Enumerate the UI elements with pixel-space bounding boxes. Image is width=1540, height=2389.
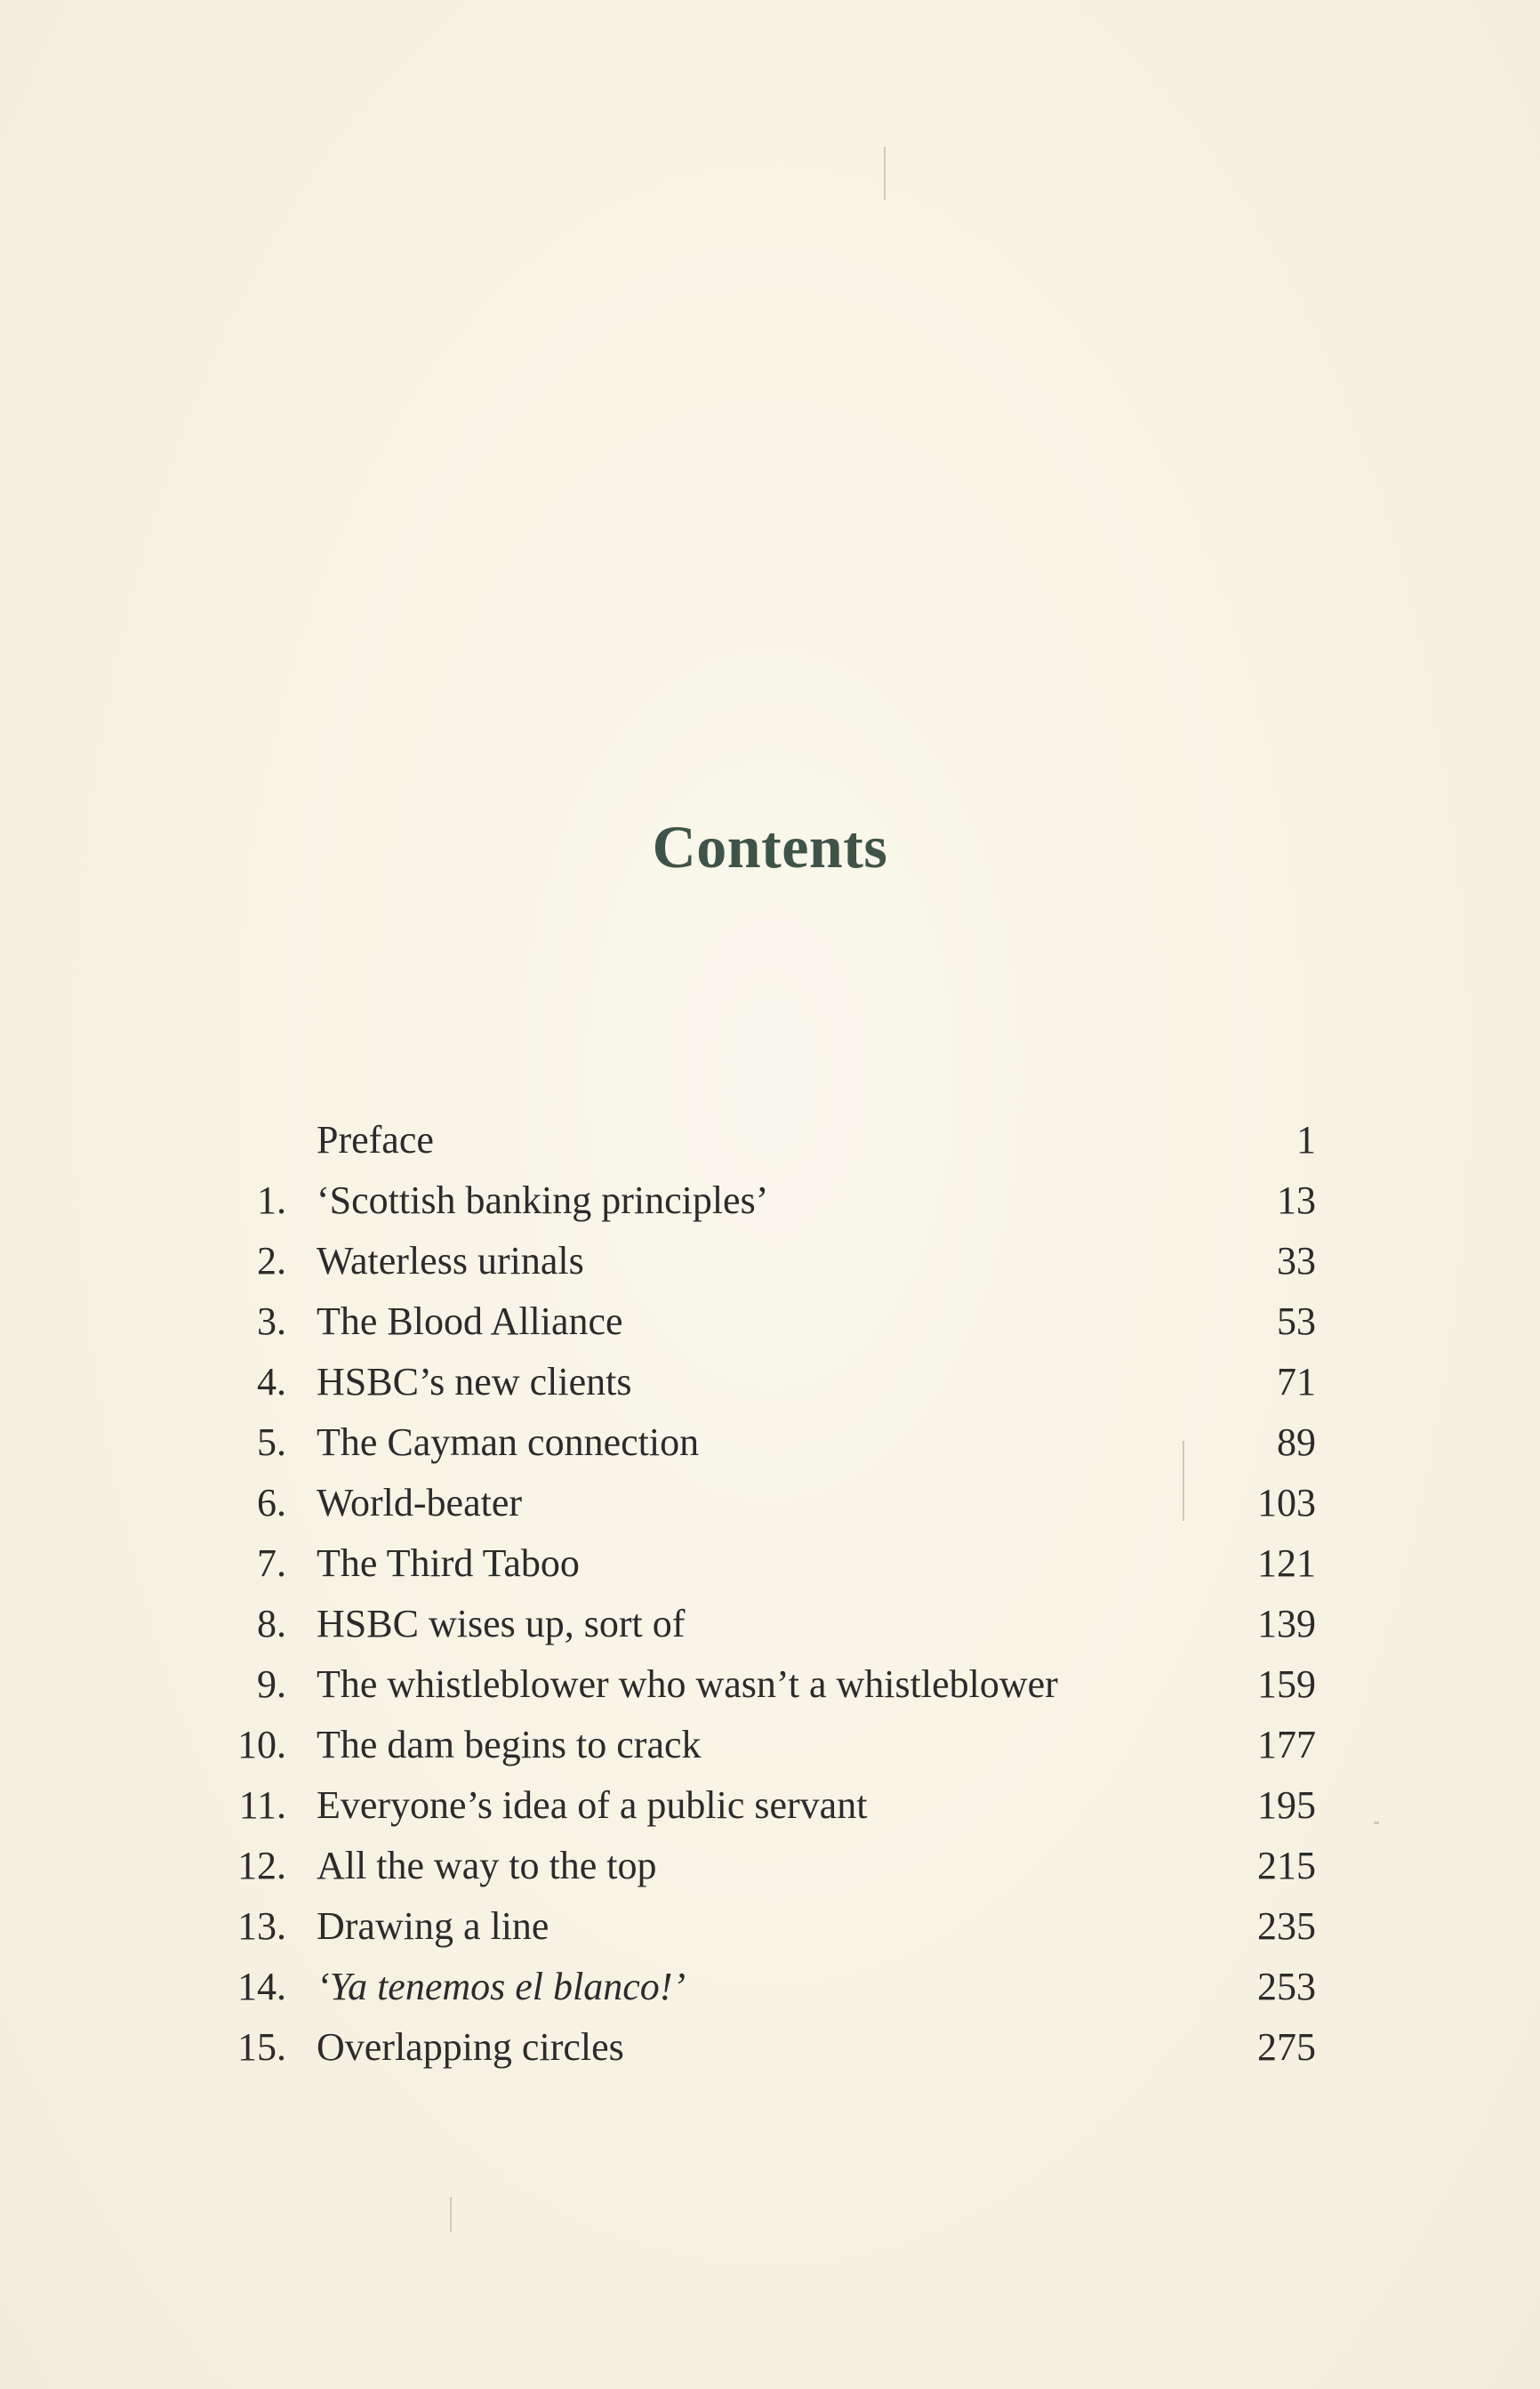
chapter-number: 9. [257, 1662, 286, 1706]
chapter-title: Waterless urinals [317, 1239, 584, 1283]
chapter-title: Overlapping circles [317, 2025, 624, 2069]
page-number: 159 [1257, 1662, 1316, 1706]
page-number: 71 [1277, 1360, 1316, 1404]
page-number: 13 [1277, 1178, 1316, 1222]
toc-entry [0, 1231, 1540, 1291]
page-number: 103 [1257, 1481, 1316, 1524]
chapter-title: Drawing a line [317, 1904, 549, 1948]
page-number: 195 [1257, 1783, 1316, 1827]
chapter-title: The Blood Alliance [317, 1299, 623, 1343]
paper-speck [450, 2197, 452, 2232]
page-number: 33 [1277, 1239, 1316, 1283]
chapter-title: The dam begins to crack [317, 1723, 702, 1766]
page-number: 253 [1257, 1965, 1316, 2008]
chapter-title: Preface [317, 1118, 434, 1162]
chapter-title: Everyone’s idea of a public servant [317, 1783, 868, 1827]
toc-entry [0, 2017, 1540, 2078]
page-number: 1 [1296, 1118, 1316, 1162]
chapter-number: 13. [237, 1904, 286, 1948]
chapter-number: 5. [257, 1420, 286, 1464]
paper-speck [884, 147, 886, 200]
chapter-number: 7. [257, 1541, 286, 1585]
toc-entry [0, 1896, 1540, 1957]
page-number: 235 [1257, 1904, 1316, 1948]
chapter-title: The Third Taboo [317, 1541, 580, 1585]
chapter-title: The whistleblower who wasn’t a whistleblower [317, 1662, 1058, 1706]
page-number: 139 [1257, 1602, 1316, 1645]
page-title: Contents [652, 812, 888, 881]
chapter-number: 15. [237, 2025, 286, 2069]
chapter-number: 1. [257, 1178, 286, 1222]
toc-entry [0, 1352, 1540, 1412]
chapter-number: 6. [257, 1481, 286, 1524]
toc-entry [0, 1412, 1540, 1473]
page-number: 89 [1277, 1420, 1316, 1464]
chapter-number: 11. [238, 1783, 286, 1827]
toc-entry [0, 1291, 1540, 1352]
toc-entry [0, 1957, 1540, 2017]
toc-entry [0, 1715, 1540, 1775]
toc-entry [0, 1473, 1540, 1533]
chapter-title: All the way to the top [317, 1844, 657, 1887]
chapter-number: 14. [237, 1965, 286, 2008]
chapter-title: ‘Scottish banking principles’ [317, 1178, 769, 1222]
chapter-number: 2. [257, 1239, 286, 1283]
page-number: 121 [1257, 1541, 1316, 1585]
toc-entry [0, 1533, 1540, 1594]
chapter-title: HSBC wises up, sort of [317, 1602, 686, 1645]
chapter-number: 4. [257, 1360, 286, 1404]
page-number: 275 [1257, 2025, 1316, 2069]
toc-entry [0, 1170, 1540, 1231]
chapter-title: ‘Ya tenemos el blanco!’ [317, 1965, 686, 2008]
page-number: 177 [1257, 1723, 1316, 1766]
toc-entry [0, 1654, 1540, 1715]
chapter-number: 8. [257, 1602, 286, 1645]
chapter-title: The Cayman connection [317, 1420, 700, 1464]
chapter-number: 3. [257, 1299, 286, 1343]
toc-entry [0, 1836, 1540, 1896]
toc-entry [0, 1775, 1540, 1836]
toc-entry [0, 1110, 1540, 1170]
chapter-title: World-beater [317, 1481, 522, 1524]
toc-entry [0, 1594, 1540, 1654]
chapter-number: 10. [237, 1723, 286, 1766]
page-number: 215 [1257, 1844, 1316, 1887]
chapter-title: HSBC’s new clients [317, 1360, 632, 1404]
page-number: 53 [1277, 1299, 1316, 1343]
chapter-number: 12. [237, 1844, 286, 1887]
